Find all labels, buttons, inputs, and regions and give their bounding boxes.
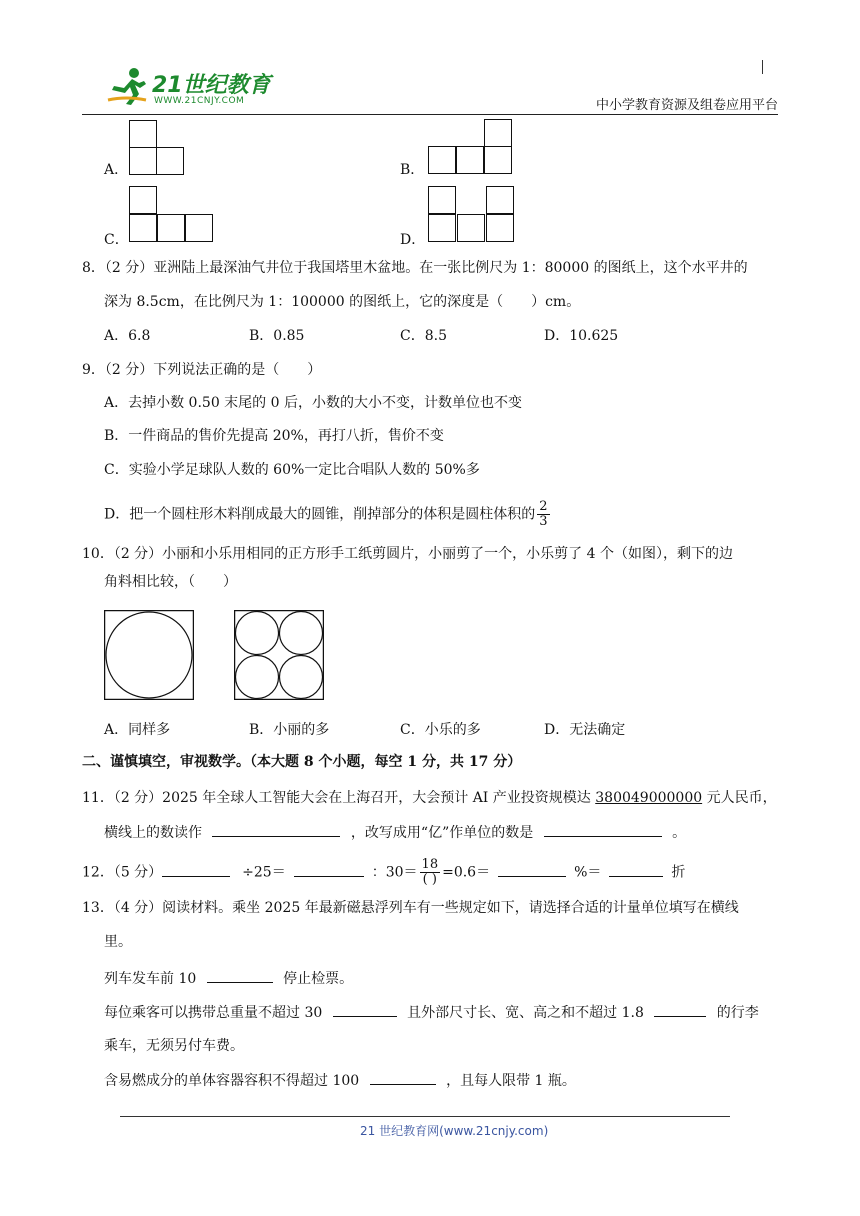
q12-fraction: $\frac{18}{( )}$	[421, 857, 439, 887]
site-logo	[106, 66, 276, 110]
q9-option-a: A．去掉小数 0.50 末尾的 0 后，小数的大小不变，计数单位也不变	[104, 395, 522, 411]
q13-blank-2[interactable]	[333, 1002, 397, 1017]
q13-para3: 含易燃成分的单体容器容积不得超过 100 ，且每人限带 1 瓶。	[104, 1070, 576, 1091]
q7-option-a: A．	[104, 162, 129, 178]
q8-option-a: A．6.8	[104, 328, 151, 344]
q13-para1: 列车发车前 10 停止检票。	[104, 968, 353, 989]
q13-para2-cont: 乘车，无须另付车费。	[104, 1038, 244, 1054]
q8-option-d: D．10.625	[544, 328, 619, 344]
q10-figure-four-circles	[234, 610, 324, 700]
q8-option-c: C．8.5	[400, 328, 447, 344]
q10-line1: 10．（2 分）小丽和小乐用相同的正方形手工纸剪圆片，小丽剪了一个，小乐剪了 4 个（如图），剩下的边	[82, 546, 733, 562]
q12-line: 12．（5 分） ÷25＝ ：30＝ $\frac{18}{( )}$ =0.6＝ %＝ 折	[82, 857, 686, 887]
q7-option-b: B．	[400, 162, 425, 178]
q7-option-c: C．	[104, 232, 129, 248]
q13-line1: 13．（4 分）阅读材料。乘坐 2025 年最新磁悬浮列车有一些规定如下，请选择合适的计量单位填写在横线	[82, 900, 739, 916]
section-2-heading: 二、谨慎填空，审视数学。（本大题 8 个小题，每空 1 分，共 17 分）	[82, 754, 522, 770]
corner-mark	[762, 60, 763, 74]
platform-name: 中小学教育资源及组卷应用平台	[595, 98, 778, 113]
q8-option-b: B．0.85	[249, 328, 305, 344]
q12-blank-3[interactable]	[498, 862, 566, 877]
q10-option-b: B．小丽的多	[249, 722, 330, 738]
q11-number: 380049000000	[595, 790, 703, 806]
q13-blank-4[interactable]	[370, 1070, 436, 1085]
q8-line2: 深为 8.5cm，在比例尺为 1：100000 的图纸上，它的深度是（ ）cm。	[104, 294, 581, 310]
q13-blank-1[interactable]	[207, 968, 273, 983]
q11-blank-2[interactable]	[544, 822, 662, 837]
footer-link[interactable]: 21 世纪教育网(www.21cnjy.com)	[360, 1124, 549, 1138]
q9-stem: 9．（2 分）下列说法正确的是（ ）	[82, 362, 322, 378]
q9-option-d-text: D．把一个圆柱形木料削成最大的圆锥，削掉部分的体积是圆柱体积的	[104, 506, 536, 523]
q11-blank-1[interactable]	[212, 822, 340, 837]
q13-line2: 里。	[104, 934, 132, 950]
q11-line1: 11．（2 分）2025 年全球人工智能大会在上海召开，大会预计 AI 产业投资规模达 380049000000 元人民币，	[82, 790, 777, 806]
logo-url: WWW.21CNJY.COM	[154, 96, 245, 106]
q10-line2: 角料相比较，（ ）	[104, 574, 237, 590]
q12-blank-2[interactable]	[294, 862, 364, 877]
footer-rule	[120, 1116, 730, 1117]
q9-option-d	[104, 500, 552, 529]
q11-line2: 横线上的数读作 ，改写成用“亿”作单位的数是 。	[104, 822, 686, 843]
q10-option-c: C．小乐的多	[400, 722, 481, 738]
q8-line1: 8．（2 分）亚洲陆上最深油气井位于我国塔里木盆地。在一张比例尺为 1：80000 的图纸上，这个水平井的	[82, 260, 748, 276]
q13-para2: 每位乘客可以携带总重量不超过 30 且外部尺寸长、宽、高之和不超过 1.8 的行李	[104, 1002, 759, 1023]
q10-option-d: D．无法确定	[544, 722, 626, 738]
q12-blank-4[interactable]	[609, 862, 663, 877]
q9-option-b: B．一件商品的售价先提高 20%，再打八折，售价不变	[104, 428, 444, 444]
q10-figure-one-circle	[104, 610, 194, 700]
q9-option-c: C．实验小学足球队人数的 60%一定比合唱队人数的 50%多	[104, 462, 480, 478]
q7-option-d: D．	[400, 232, 426, 248]
logo-text: 21世纪教育	[152, 73, 271, 98]
header-rule	[82, 114, 778, 115]
runner-icon	[106, 66, 150, 106]
q13-blank-3[interactable]	[654, 1002, 706, 1017]
q9-fraction: $\frac{2}{3}$	[539, 499, 548, 529]
q12-blank-1[interactable]	[162, 862, 230, 877]
q10-option-a: A．同样多	[104, 722, 171, 738]
